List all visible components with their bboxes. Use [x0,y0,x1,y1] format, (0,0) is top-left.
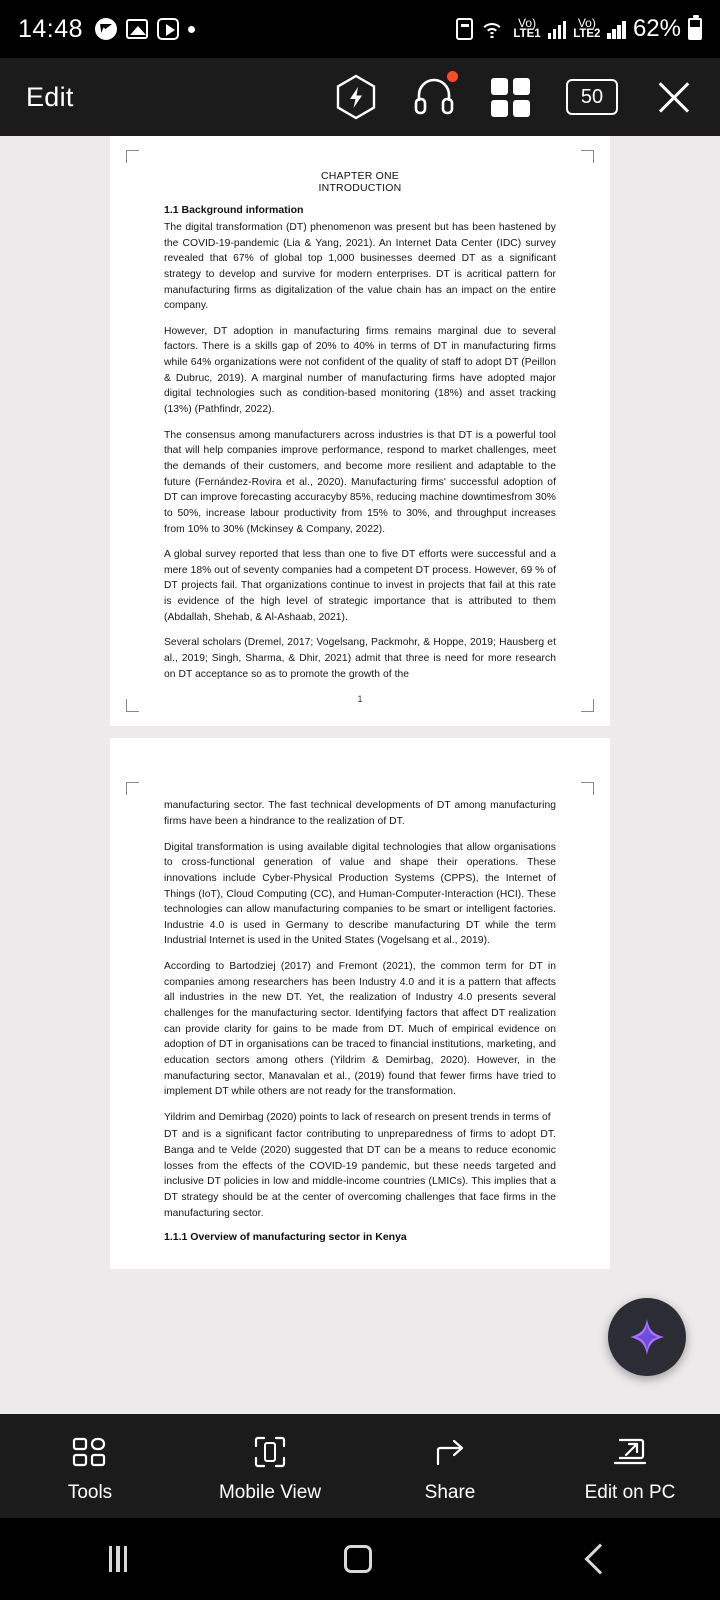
paragraph: According to Bartodziej (2017) and Fremont (2021), the common term for DT in companies among researchers has been Industry 4.0 and it is a pattern that affects all industries in the new DT. Yet, the realization of Industry 4.0 presents several challenges for the manufacturing sector. Identifying factors that affect DT realization can provide clarity for gains to be made from DT. Much of empirical evidence on adoption of DT in organisations can be traced to financial institutions, marketing, and education sectors among others (Yildrim & Demirbag, 2020). However, in the manufacturing sector, Manavalan et al., (2019) found that fewer firms have tried to implement DT while others are not ready for the transformation. [164,961,556,1098]
headphones-icon[interactable] [413,75,455,120]
grid-view-icon[interactable] [491,78,530,117]
share-button[interactable] [360,1435,540,1504]
back-button[interactable] [585,1543,616,1574]
edit-on-pc-icon [613,1435,647,1469]
crop-mark-icon [581,699,594,712]
chapter-subtitle: INTRODUCTION [318,182,402,194]
status-clock: 14:48 [18,14,84,43]
paragraph: Yildrim and Demirbag (2020) points to lack of research on present trends in terms of [164,1111,551,1123]
status-bar [0,0,720,58]
messenger-icon [95,18,117,40]
edit-on-pc-button[interactable] [540,1435,720,1504]
section-heading: 1.1 Background information [164,204,304,216]
crop-mark-icon [126,150,139,163]
mobile-view-label: Mobile View [218,1481,322,1503]
paragraph: Digital transformation is using available digital technologies that allow organisations to cross-functional generation of value and shape their operations. These innovations include Cyber-Physical Production Systems (CPPS), the Internet of Things (IoT), Cloud Computing (CC), and Human-Computer-Interaction (HCI). These technologies can allow manufacturing companies to be smart or intelligent factories. Industrie 4.0 is used in Germany to describe manufacturing DT while the term Industrial Internet is used in the United States (Vogelsang et al., 2019). [164,841,556,947]
mobile-view-button[interactable] [180,1435,360,1504]
bottom-toolbar [0,1414,720,1518]
page-title: Edit [26,81,74,112]
paragraph: However, DT adoption in manufacturing firms remains marginal due to several factors. There is a skills gap of 20% to 40% in terms of DT in manufacturing firms while 64% organizations were not confident of the quality of staff to adopt DT (Peillon & Dubruc, 2019). A marginal number of manufacturing firms have adopted major digital technologies such as condition-based monitoring (18%) and asset tracking (13%) (Pathfindr, 2022). [164,325,556,416]
volte-sim2-label: Vo) [577,16,596,30]
page-number: 1 [357,694,363,705]
tools-button[interactable] [0,1435,180,1504]
crop-mark-icon [581,150,594,163]
section-heading: 1.1.1 Overview of manufacturing sector in Kenya [164,1231,407,1244]
page-count-badge[interactable]: 50 [566,79,618,115]
crop-mark-icon [581,782,594,795]
app-toolbar [0,58,720,136]
sparkle-icon [625,1315,669,1359]
ai-assistant-fab[interactable] [608,1298,686,1376]
paragraph: Several scholars (Dremel, 2017; Vogelsang, Packmohr, & Hoppe, 2019; Hausberg et al., 2019; Singh, Sharma, & Dhir, 2021) admit that three is need for more research on DT acceptance so as to promote the growth of the [164,637,556,680]
tools-icon [72,1435,108,1469]
recent-apps-button[interactable] [109,1546,128,1572]
volte-sim1-icon [513,18,540,40]
share-icon [434,1435,466,1469]
signal-bars-sim2-icon [607,19,626,39]
crop-mark-icon [126,782,139,795]
paragraph: manufacturing sector. The fast technical developments of DT among manufacturing firms have been a hindrance to the realization of DT. [164,800,556,827]
battery-icon [688,18,702,40]
gallery-icon [126,19,148,39]
battery-percent-label: 62% [632,15,681,42]
paragraph: The digital transformation (DT) phenomenon was present but has been hastened by the COVID-19-pandemic (Lia & Yang, 2021). An Internet Data Center (IDC) survey revealed that 67% of global top 1,000 businesses deemed DT as a significant strategy to develop and survive for modern enterprises. DT is acritical pattern for manufacturing firms as digitalization of the value chain has an impact on the entire company. [164,222,556,312]
document-viewer[interactable] [0,136,720,1414]
close-icon[interactable] [654,77,694,117]
system-nav-bar [0,1518,720,1600]
mobile-view-icon [254,1435,286,1469]
chapter-title: CHAPTER ONE [320,170,400,182]
paragraph: The consensus among manufacturers across industries is that DT is a powerful tool that will help companies improve performance, respond to market challenges, meet the demands of their customers, and become more resilient and adaptable to the future (Fernández-Rovira et al., 2020). Manufacturing firms' successful adoption of DT can improve forecasting accuracyby 85%, reducing machine downtimesfrom 30% to 50%, increase labour productivity from 15% to 30%, and throughput increases from 10% to 30% (Mckinsey & Company, 2022). [164,429,556,535]
edit-on-pc-label: Edit on PC [584,1481,676,1503]
signal-bars-sim1-icon [548,19,567,39]
dot-indicator-icon [188,26,195,33]
play-store-icon [157,18,179,40]
crop-mark-icon [126,699,139,712]
quick-action-icon[interactable] [335,74,377,120]
notification-dot-icon [447,71,458,82]
share-label: Share [424,1481,476,1503]
volte-sim2-tech: LTE2 [573,28,601,40]
volte-sim1-tech: LTE1 [513,28,541,40]
home-button[interactable] [344,1545,372,1573]
document-page [110,738,610,1269]
paragraph: A global survey reported that less than one to five DT efforts were successful and a mere 18% out of seventy companies had a competent DT process. However, 69 % of DT projects fail. That organizations continue to invest in projects that fail at this rate is evidence of the high level of strategic importance that is attributed to them (Abdallah, Shehab, & Al-Ashaab, 2021). [164,549,556,623]
paragraph: DT and is a significant factor contributing to unpreparedness of firms to adopt DT. Banga and te Velde (2020) suggested that DT can be a means to reduce economic losses from the effects of the COVID-19 pandemic, but these needs targeted and inclusive DT policies in low and middle-income countries (LMICs). This implies that a DT strategy should be at the center of overcoming challenges that face firms in the manufacturing sector. [164,1129,556,1219]
document-page [110,136,610,726]
tools-label: Tools [67,1481,113,1503]
sim-card-icon [456,18,473,40]
volte-sim2-icon [573,18,600,40]
volte-sim1-label: Vo) [518,16,537,30]
wifi-icon [480,19,506,39]
